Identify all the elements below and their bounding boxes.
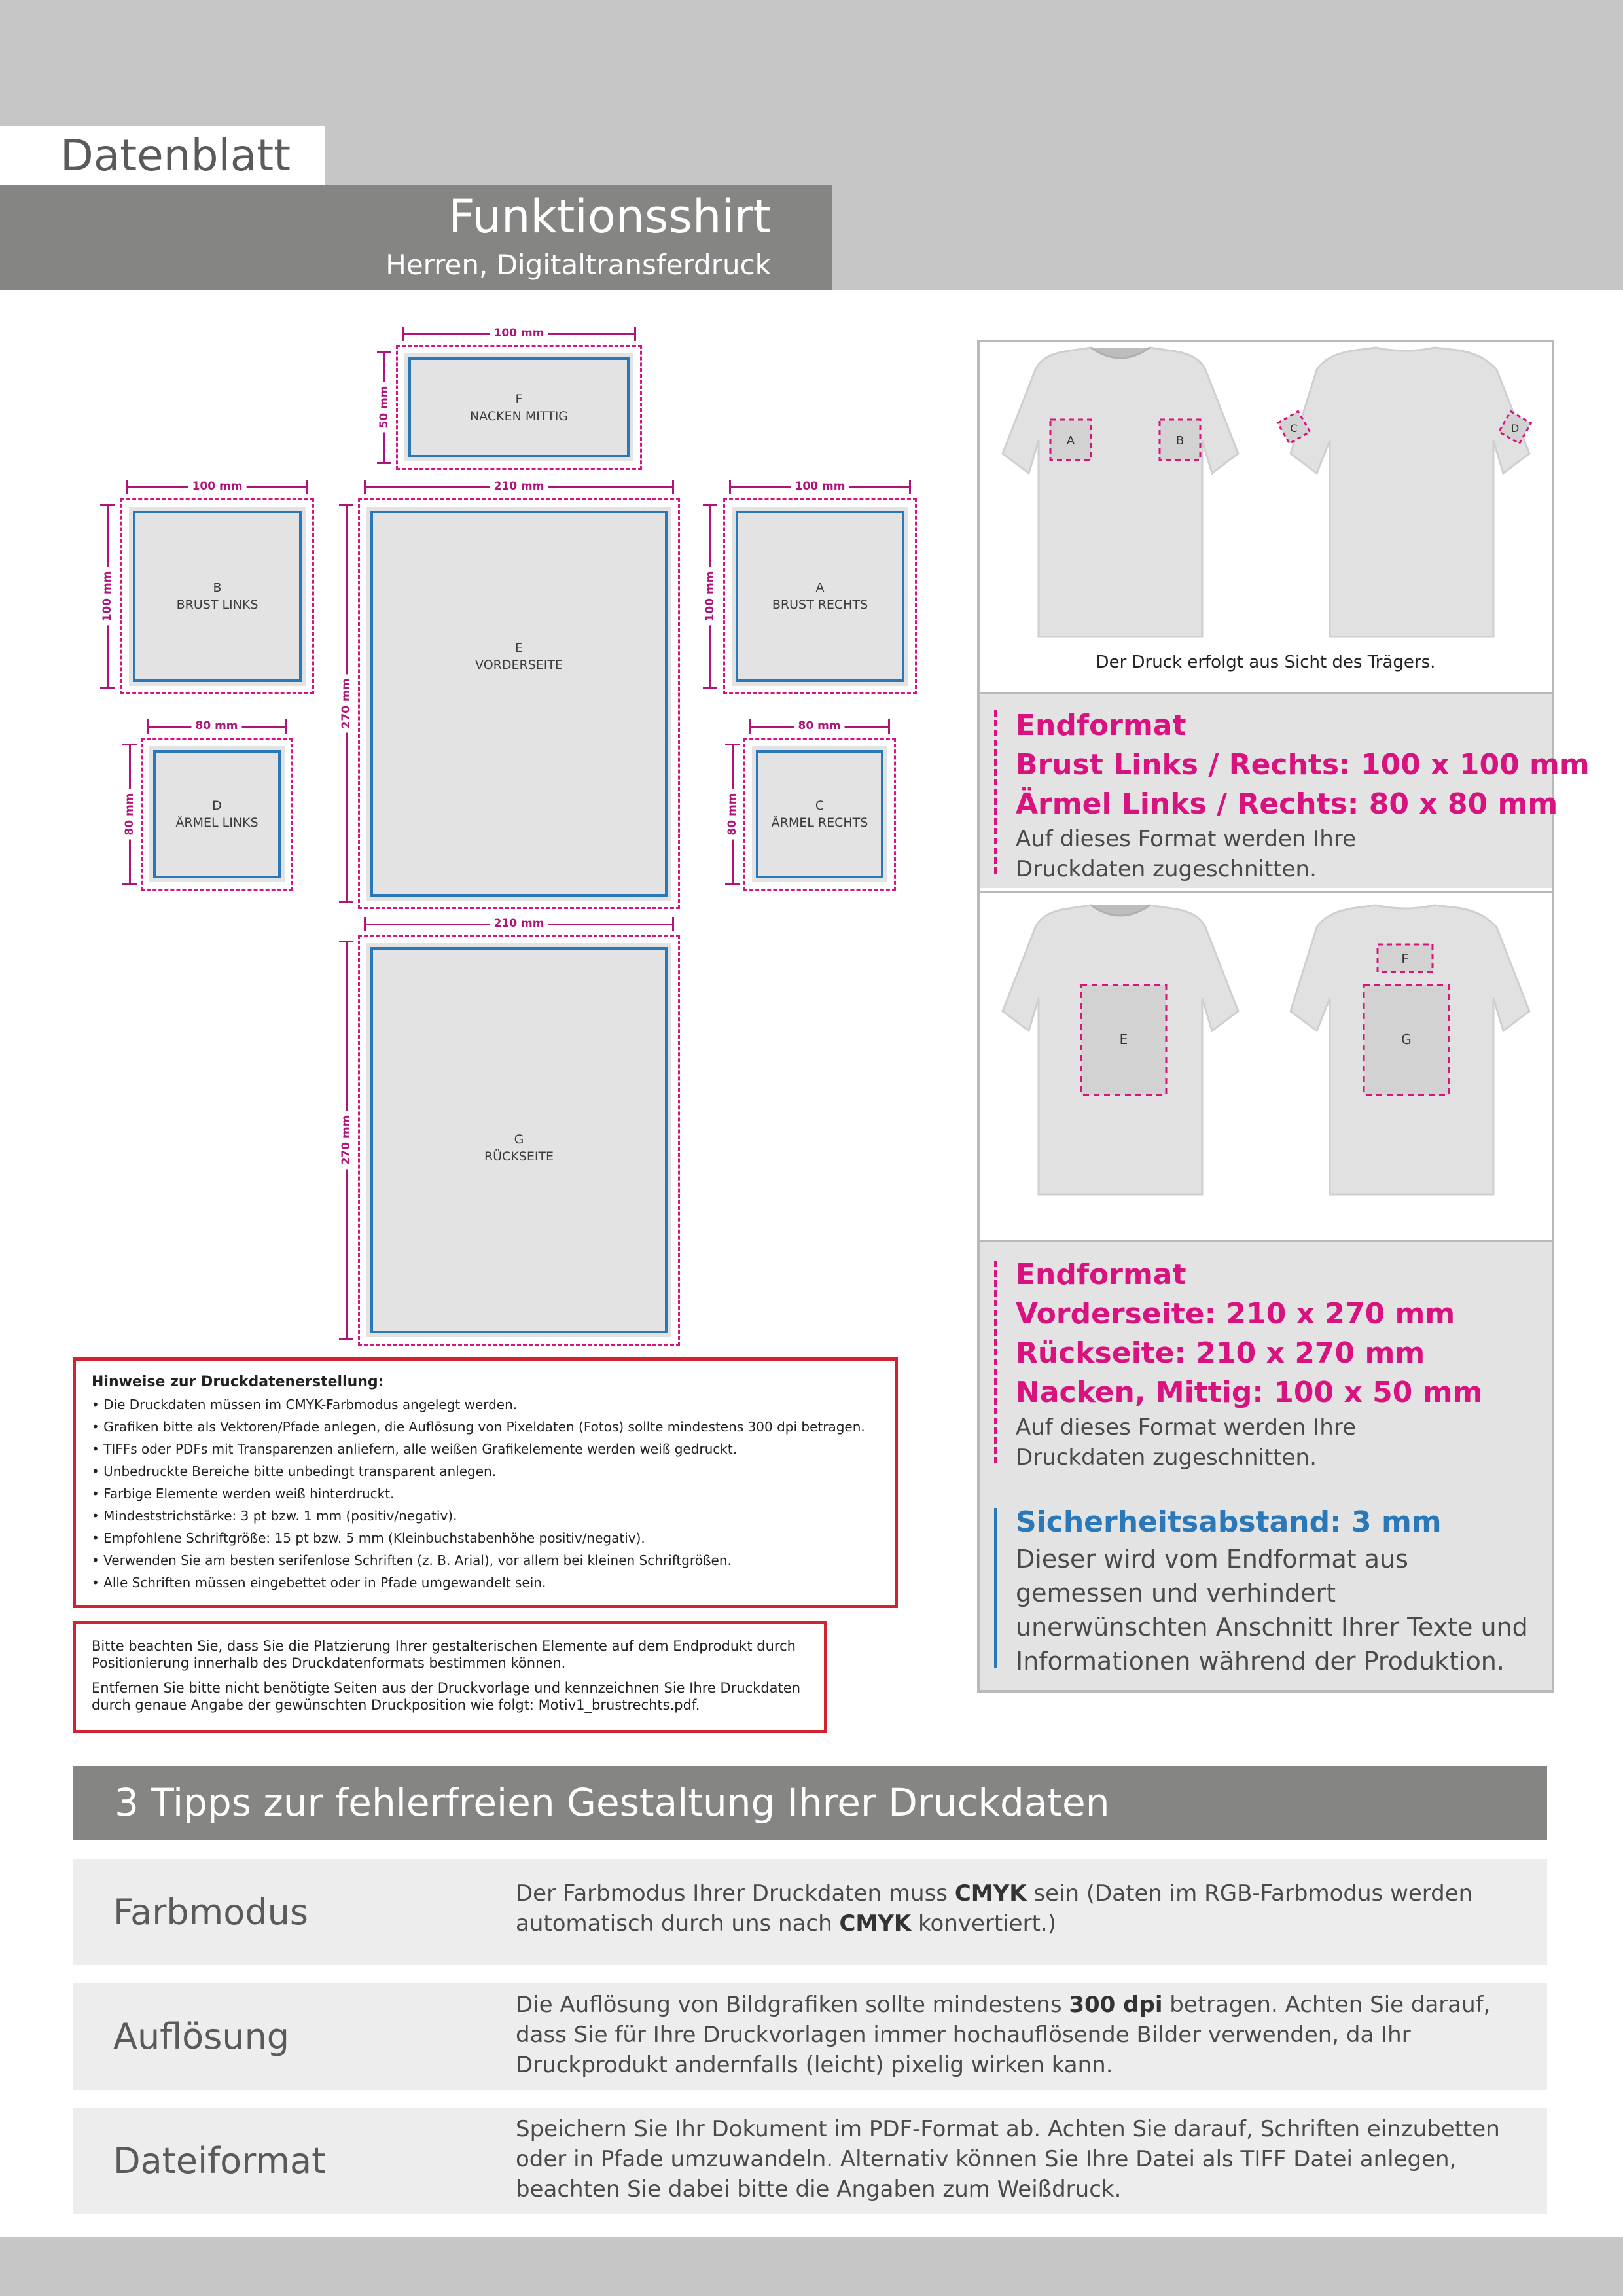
view-caption: Der Druck erfolgt aus Sicht des Trägers. xyxy=(1096,653,1436,672)
template-label: D ÄRMEL LINKS xyxy=(175,798,259,830)
shirt-illustration xyxy=(980,342,1552,692)
tip-row-farbmodus xyxy=(73,1859,1547,1965)
product-subtitle: Herren, Digitaltransferdruck xyxy=(385,249,771,281)
dimension-label: 100 mm xyxy=(188,480,247,493)
template-label: A BRUST RECHTS xyxy=(772,581,868,612)
datenblatt-label: Datenblatt xyxy=(60,130,291,181)
note-filename: Entfernen Sie bitte nicht benötigte Seiten aus der Druckvorlage und kennzeichnen Sie Ihre Druckdaten durch genaue Angabe der gewünschten Druckposition wie folgt: Motiv1_brustrechts.pdf. xyxy=(92,1680,801,1713)
svg-text:B: B xyxy=(1175,434,1185,448)
endformat-chest-sleeves xyxy=(980,692,1590,888)
endformat-vorderseite: Vorderseite: 210 x 270 mm xyxy=(1016,1297,1455,1331)
hint-item: • Empfohlene Schriftgröße: 15 pt bzw. 5 mm (Kleinbuchstabenhöhe positiv/negativ). xyxy=(92,1530,645,1546)
dimension-label: 50 mm xyxy=(378,382,391,432)
template-e-vorderseite xyxy=(366,507,671,901)
endformat-aermel: Ärmel Links / Rechts: 80 x 80 mm xyxy=(1016,787,1558,821)
template-d-aermel-links xyxy=(149,746,285,882)
template-label: C ÄRMEL RECHTS xyxy=(771,798,868,830)
hint-item: • Farbige Elemente werden weiß hinterdruckt. xyxy=(92,1486,395,1501)
template-label: B BRUST LINKS xyxy=(176,581,259,612)
svg-text:E: E xyxy=(1119,1031,1128,1047)
svg-text:A: A xyxy=(1066,434,1075,448)
shirt-view-chest-sleeves xyxy=(980,342,1552,692)
dimension-label: 100 mm xyxy=(791,480,849,493)
template-label: E VORDERSEITE xyxy=(475,640,563,672)
tip-text: Der Farbmodus Ihrer Druckdaten muss CMYK sein (Daten im RGB-Farbmodus werden automatisch durch uns nach CMYK konvertiert.) xyxy=(516,1880,1473,1937)
tip-row-dateiformat xyxy=(73,2108,1547,2214)
shirt-illustration xyxy=(980,893,1552,1240)
endformat-heading: Endformat xyxy=(1016,709,1186,742)
template-f-nacken xyxy=(404,353,633,461)
note-placement: Bitte beachten Sie, dass Sie die Platzierung Ihrer gestalterischen Elemente auf dem Endprodukt durch Positionierung innerhalb des Druckdatenformats bestimmen können. xyxy=(92,1638,796,1671)
template-g-rueckseite xyxy=(366,943,671,1337)
safety-heading: Sicherheitsabstand: 3 mm xyxy=(1016,1505,1442,1539)
hint-item: • Unbedruckte Bereiche bitte unbedingt transparent anlegen. xyxy=(92,1463,497,1479)
tip-text: Speichern Sie Ihr Dokument im PDF-Format ab. Achten Sie darauf, Schriften einzubetten oder in Pfade umzuwandeln. Alternativ können Sie Ihre Datei als TIFF Datei anlegen, beachten Sie dabei bitte die Angaben zum Weißdruck. xyxy=(516,2116,1500,2202)
endformat-brust: Brust Links / Rechts: 100 x 100 mm xyxy=(1016,748,1590,781)
svg-text:F: F xyxy=(1401,951,1409,967)
hint-item: • Die Druckdaten müssen im CMYK-Farbmodus angelegt werden. xyxy=(92,1397,518,1412)
template-a-brust-rechts xyxy=(732,507,908,686)
endformat-front-back xyxy=(980,1240,1552,1690)
accent-bar xyxy=(994,1261,997,1463)
dimension-label: 80 mm xyxy=(726,789,739,839)
endformat-note: Auf dieses Format werden Ihre Druckdaten zugeschnitten. xyxy=(1016,1414,1356,1471)
accent-bar-blue xyxy=(994,1508,997,1668)
accent-bar xyxy=(994,710,997,874)
dimension-label: 270 mm xyxy=(340,1111,353,1170)
template-safe-area xyxy=(370,511,668,897)
hints-title: Hinweise zur Druckdatenerstellung: xyxy=(92,1374,384,1390)
shirt-view-front-back xyxy=(980,891,1552,1240)
endformat-note: Auf dieses Format werden Ihre Druckdaten zugeschnitten. xyxy=(1016,826,1356,882)
safety-text: Dieser wird vom Endformat aus gemessen und verhindert unerwünschten Anschnitt Ihrer Texte und Informationen während der Produktion. xyxy=(1016,1545,1528,1676)
dimension-label: 80 mm xyxy=(794,719,844,732)
tip-label: Dateiformat xyxy=(113,2140,326,2181)
dimension-label: 100 mm xyxy=(101,567,114,626)
dimension-label: 100 mm xyxy=(704,567,717,626)
dimension-label: 100 mm xyxy=(490,327,548,340)
endformat-heading: Endformat xyxy=(1016,1258,1186,1291)
hint-item: • TIFFs oder PDFs mit Transparenzen anliefern, alle weißen Grafikelemente werden weiß gedruckt. xyxy=(92,1441,738,1457)
svg-text:G: G xyxy=(1401,1031,1412,1047)
dimension-label: 210 mm xyxy=(490,917,548,930)
hints-box xyxy=(73,1357,898,1608)
hint-item: • Alle Schriften müssen eingebettet oder in Pfade umgewandelt sein. xyxy=(92,1575,546,1590)
dimension-label: 270 mm xyxy=(340,675,353,733)
endformat-nacken: Nacken, Mittig: 100 x 50 mm xyxy=(1016,1376,1483,1409)
dimension-label: 210 mm xyxy=(490,480,548,493)
svg-text:D: D xyxy=(1510,422,1520,435)
dimension-label: 80 mm xyxy=(191,719,241,732)
hint-item: • Mindeststrichstärke: 3 pt bzw. 1 mm (positiv/negativ). xyxy=(92,1508,457,1524)
tip-row-aufloesung xyxy=(73,1983,1547,2090)
dimension-label: 80 mm xyxy=(123,789,136,839)
footer-band xyxy=(0,2237,1623,2296)
hint-item: • Verwenden Sie am besten serifenlose Schriften (z. B. Arial), vor allem bei kleinen Schriftgrößen. xyxy=(92,1552,732,1568)
hint-item: • Grafiken bitte als Vektoren/Pfade anlegen, die Auflösung von Pixeldaten (Fotos) sollte mindestens 300 dpi betragen. xyxy=(92,1419,865,1435)
tip-label: Farbmodus xyxy=(113,1892,308,1933)
svg-text:C: C xyxy=(1290,422,1298,435)
template-label: F NACKEN MITTIG xyxy=(469,391,569,423)
template-c-aermel-rechts xyxy=(752,746,887,882)
endformat-rueckseite: Rückseite: 210 x 270 mm xyxy=(1016,1336,1425,1370)
template-label: G RÜCKSEITE xyxy=(484,1132,554,1164)
tips-title: 3 Tipps zur fehlerfreien Gestaltung Ihrer Druckdaten xyxy=(115,1780,1110,1825)
notes-box xyxy=(73,1621,827,1733)
tip-text: Die Auflösung von Bildgrafiken sollte mindestens 300 dpi betragen. Achten Sie darauf, dass Sie für Ihre Druckvorlagen immer hochauflösende Bilder verwenden, da Ihr Druckprodukt andernfalls (leicht) pixelig wirken kann. xyxy=(516,1992,1491,2078)
tip-label: Auflösung xyxy=(113,2016,290,2057)
template-b-brust-links xyxy=(129,507,306,686)
product-title: Funktionsshirt xyxy=(448,190,771,243)
